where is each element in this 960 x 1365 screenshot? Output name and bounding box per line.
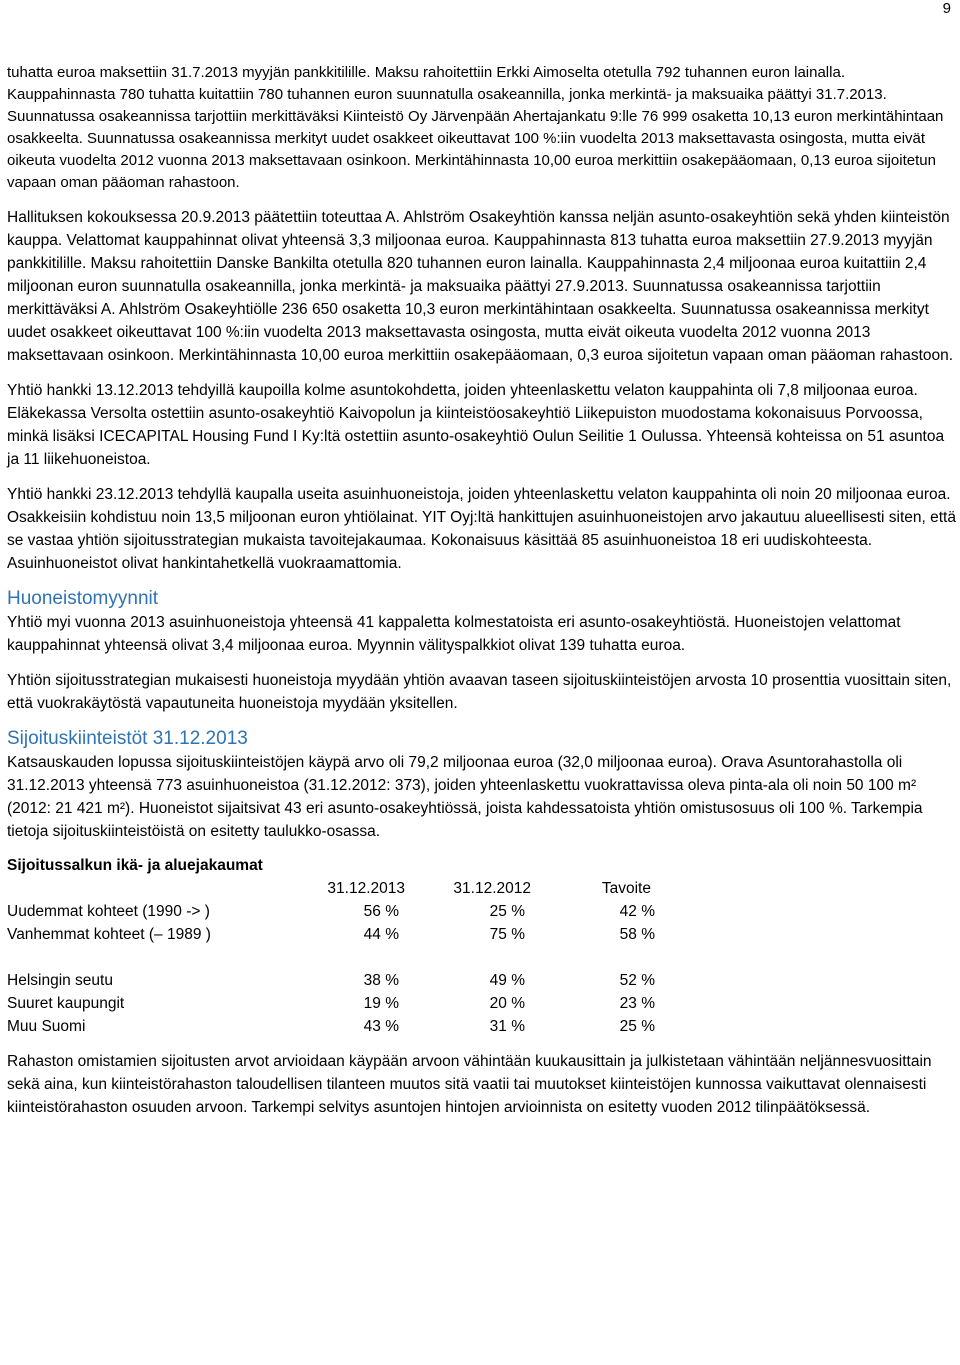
paragraph-acquisition-1312: Yhtiö hankki 13.12.2013 tehdyillä kaupoilla kolme asuntokohdetta, joiden yhteenlaskettu velaton kauppahinta oli 7,8 miljoonaa euroa. Eläkekassa Versolta ostettiin asunto-osakeyhtiö Kaivopolun ja kiinteistöosakeyhtiö Liikepuiston muodostama kokonaisuus Porvoossa, minkä lisäksi ICECAPITAL Housing Fund I Ky:ltä ostettiin asunto-osakeyhtiö Oulun Seilitie 1 Oulussa. Yhteensä kohteissa on 51 asuntoa ja 11 liikehuoneistoa.: [7, 382, 945, 468]
table-row: [7, 900, 681, 923]
table-spacer-row: [7, 946, 681, 969]
cell-2013: 19 %: [363, 995, 399, 1012]
heading-sijoituskiinteistot: Sijoituskiinteistöt 31.12.2013: [7, 728, 248, 749]
cell-2013: 44 %: [363, 926, 399, 943]
table-header-row: [7, 877, 681, 900]
table-row: [7, 923, 681, 946]
cell-target: 42 %: [619, 903, 655, 920]
document-body: [7, 62, 957, 1119]
paragraph-ahertajankatu: tuhatta euroa maksettiin 31.7.2013 myyjän pankkitilille. Maksu rahoitettiin Erkki Aimoselta otetulla 792 tuhannen euron lainalla. Kauppahinnasta 780 tuhatta kuitattiin 780 tuhannen euron suunnatulla osakeannilla, jonka merkintä- ja maksuaika päättyi 31.7.2013. Suunnatussa osakeannissa tarjottiin merkittäväksi Kiinteistö Oy Järvenpään Ahertajankatu 9:lle 76 999 osaketta 10,13 euron merkintähintaan osakkeelta. Suunnatussa osakeannissa merkityt uudet osakkeet oikeuttavat 100 %:iin vuodelta 2013 maksettavasta osingosta, mutta eivät oikeuta vuodelta 2012 vuonna 2013 maksettavaan osinkoon. Merkintähinnasta 10,00 euroa merkittiin osakepääomaan, 0,13 euroa sijoitetun vapaan oman pääoman rahastoon.: [7, 64, 944, 191]
cell-2013: 38 %: [363, 972, 399, 989]
row-label: Muu Suomi: [7, 1018, 86, 1035]
paragraph-sales: Yhtiö myi vuonna 2013 asuinhuoneistoja yhteensä 41 kappaletta kolmestatoista eri asunto-osakeyhtiöstä. Huoneistojen velattomat kauppahinnat yhteensä olivat 3,4 miljoonaa euroa. Myynnin välityspalkkiot olivat 139 tuhatta euroa.: [7, 614, 901, 654]
row-label: Vanhemmat kohteet (– 1989 ): [7, 926, 211, 943]
cell-2013: 43 %: [363, 1018, 399, 1035]
cell-2012: 49 %: [489, 972, 525, 989]
cell-2012: 20 %: [489, 995, 525, 1012]
cell-target: 58 %: [619, 926, 655, 943]
cell-target: 23 %: [619, 995, 655, 1012]
cell-2012: 75 %: [489, 926, 525, 943]
paragraph-acquisition-2312: Yhtiö hankki 23.12.2013 tehdyllä kaupalla useita asuinhuoneistoja, joiden yhteenlaskettu velaton kauppahinta oli noin 20 miljoonaa euroa. Osakkeisiin kohdistuu noin 13,5 miljoonan euron yhtiölainat. YIT Oyj:ltä hankittujen asuinhuoneistojen arvo jakautuu alueellisesti siten, että se vastaa yhtiön sijoitusstrategian mukaista tavoitejakaumaa. Kokonaisuus käsittää 85 asuinhuoneistoa 18 eri uudiskohteesta. Asuinhuoneistot olivat hankintahetkellä vuokraamattomia.: [7, 486, 956, 572]
cell-2012: 31 %: [489, 1018, 525, 1035]
table-row: [7, 992, 681, 1015]
page-number: 9: [942, 0, 951, 17]
paragraph-portfolio: Katsauskauden lopussa sijoituskiinteistöjen käypä arvo oli 79,2 miljoonaa euroa (32,0 miljoonaa euroa). Orava Asuntorahastolla oli 31.12.2013 yhteensä 773 asuinhuoneistoa (31.12.2012: 373), joiden yhteenlaskettu vuokrattavissa oleva pinta-ala oli noin 50 100 m² (2012: 21 421 m²). Huoneistot sijaitsivat 43 eri asunto-osakeyhtiössä, joista kahdessatoista yhtiön omistusosuus oli 100 %. Tarkempia tietoja sijoituskiinteistöistä on esitetty taulukko-osassa.: [7, 754, 923, 840]
paragraph-ahlstrom: Hallituksen kokouksessa 20.9.2013 päätettiin toteuttaa A. Ahlström Osakeyhtiön kanssa neljän asunto-osakeyhtiön sekä yhden kiinteistön kauppa. Velattomat kauppahinnat olivat yhteensä 3,3 miljoonaa euroa. Kauppahinnasta 813 tuhatta euroa maksettiin 27.9.2013 myyjän pankkitilille. Maksu rahoitettiin Danske Bankilta otetulla 820 tuhannen euron lainalla. Kauppahinnasta 2,4 miljoonaa euroa kuitattiin 2,4 miljoonan euron suunnatulla osakeannilla, jonka merkintä- ja maksuaika päättyi 27.9.2013. Suunnatussa osakeannissa tarjottiin merkittäväksi A. Ahlström Osakeyhtiölle 236 650 osaketta 10,3 euron merkintähintaan osakkeelta. Suunnatussa osakeannissa merkityt uudet osakkeet oikeuttavat 100 %:iin vuodelta 2013 maksettavasta osingosta, mutta eivät oikeuta vuodelta 2012 vuonna 2013 maksettavaan osinkoon. Merkintähinnasta 10,00 euroa merkittiin osakepääomaan, 0,3 euroa sijoitetun vapaan oman pääoman rahastoon.: [7, 209, 954, 364]
cell-target: 52 %: [619, 972, 655, 989]
header-empty: [7, 877, 299, 900]
paragraph-strategy: Yhtiön sijoitusstrategian mukaisesti huoneistoja myydään yhtiön avaavan taseen sijoituskiinteistöjen arvosta 10 prosenttia vuosittain siten, että vuokrakäytöstä vapautuneita huoneistoja myydään yksitellen.: [7, 672, 952, 712]
table-title: Sijoitussalkun ikä- ja aluejakaumat: [7, 857, 263, 874]
cell-target: 25 %: [619, 1018, 655, 1035]
distribution-table: [7, 877, 681, 1038]
row-label: Helsingin seutu: [7, 972, 113, 989]
header-2012: 31.12.2012: [453, 880, 531, 897]
row-label: Suuret kaupungit: [7, 995, 125, 1012]
cell-2013: 56 %: [363, 903, 399, 920]
cell-2012: 25 %: [489, 903, 525, 920]
table-row: [7, 969, 681, 992]
heading-huoneistomyynnit: Huoneistomyynnit: [7, 588, 159, 609]
row-label: Uudemmat kohteet (1990 -> ): [7, 903, 210, 920]
header-2013: 31.12.2013: [327, 880, 405, 897]
table-row: [7, 1015, 681, 1038]
paragraph-valuation: Rahaston omistamien sijoitusten arvot arvioidaan käypään arvoon vähintään kuukausittain ja julkistetaan vähintään neljännesvuosittain sekä aina, kun kiinteistörahaston taloudellisen tilanteen muutos sitä vaatii tai muutokset kiinteistöjen kunnossa vaikuttavat olennaisesti kiinteistörahaston osuuden arvoon. Tarkempi selvitys asuntojen hintojen arvioinnista on esitetty vuoden 2012 tilinpäätöksessä.: [7, 1053, 932, 1116]
header-target: Tavoite: [601, 880, 651, 897]
